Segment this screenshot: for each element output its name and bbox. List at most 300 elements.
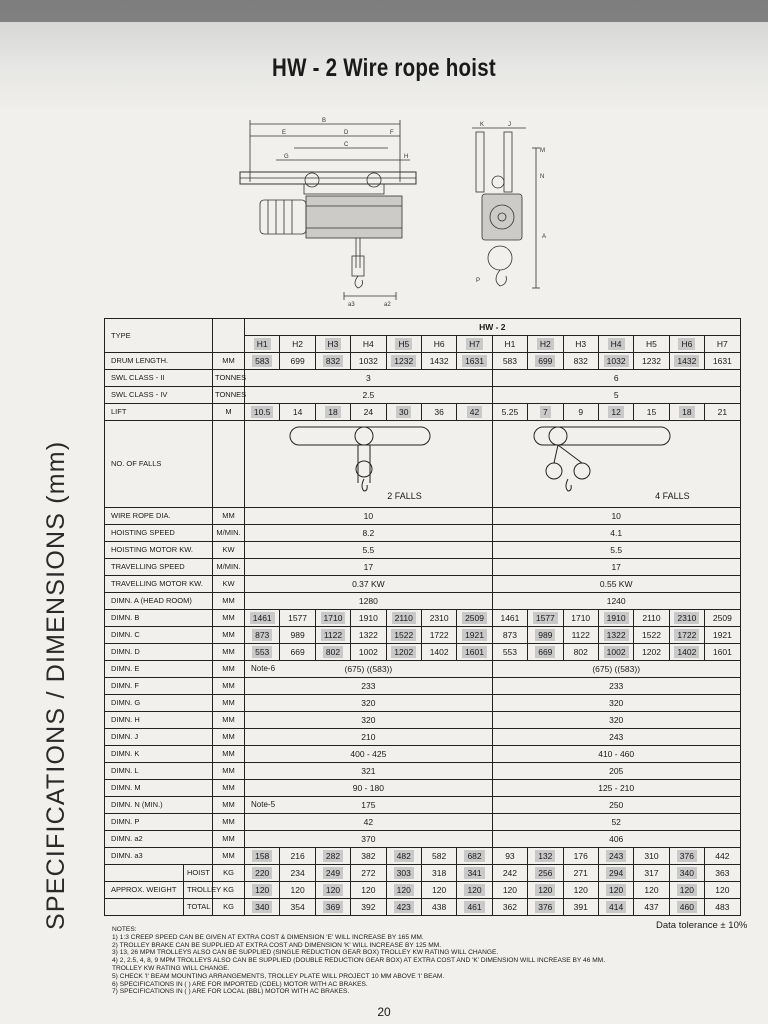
- value: 1631: [712, 356, 732, 366]
- value: 120: [252, 884, 272, 896]
- group-cell: [492, 695, 740, 712]
- group-value: 205: [609, 766, 624, 776]
- notes-title: NOTES:: [112, 926, 137, 933]
- value-cell: [528, 610, 563, 627]
- value-cell: [386, 882, 421, 899]
- value: 1432: [674, 355, 699, 367]
- value: 18: [679, 406, 694, 418]
- value: 1522: [391, 629, 416, 641]
- value: 1032: [358, 356, 378, 366]
- value: 1921: [712, 630, 732, 640]
- value-cell: [528, 627, 563, 644]
- row-unit: M/MIN.: [213, 559, 245, 576]
- note-item: TROLLEY KW RATING WILL CHANGE.: [112, 964, 230, 972]
- row-label: DIMN. a3: [105, 848, 213, 865]
- group-cell: [245, 797, 493, 814]
- table-row: [105, 678, 741, 695]
- value-cell: [492, 404, 527, 421]
- value-cell: [598, 610, 633, 627]
- value-cell: [457, 404, 492, 421]
- weight-type-label: TROLLEY: [187, 885, 222, 894]
- group-value: 321: [361, 766, 376, 776]
- model-cell: [598, 336, 633, 353]
- group-value: 10: [611, 511, 621, 521]
- value-cell: [634, 882, 669, 899]
- value-cell: [563, 882, 598, 899]
- value: 93: [505, 851, 515, 861]
- group-cell: [245, 508, 493, 525]
- table-row: [105, 559, 741, 576]
- value: 989: [290, 630, 305, 640]
- value-cell: [705, 627, 741, 644]
- model-label: H6: [678, 338, 695, 350]
- note-item: 2) TROLLEY BRAKE CAN BE SUPPLIED AT EXTRA COST AND DIMENSION 'K' WILL INCREASE BY 125 MM.: [112, 941, 442, 949]
- group-value: 243: [609, 732, 624, 742]
- falls-diagram-icon: [496, 423, 736, 503]
- value: 271: [573, 868, 588, 878]
- value: 120: [290, 885, 305, 895]
- row-unit: MM: [213, 780, 245, 797]
- value-cell: [528, 882, 563, 899]
- value: 1402: [429, 647, 449, 657]
- group-cell: [492, 814, 740, 831]
- value: 120: [606, 884, 626, 896]
- row-unit: TONNES: [213, 370, 245, 387]
- value: 36: [434, 407, 444, 417]
- svg-text:M: M: [540, 148, 545, 154]
- group-cell: [245, 729, 493, 746]
- value-cell: [351, 404, 386, 421]
- group-cell: [492, 661, 740, 678]
- value: 802: [573, 647, 588, 657]
- value: 120: [502, 885, 518, 895]
- value-cell: [528, 848, 563, 865]
- value: 553: [502, 647, 518, 657]
- value: 310: [644, 851, 659, 861]
- value: 583: [502, 356, 518, 366]
- group-cell: [492, 746, 740, 763]
- row-unit: KG: [213, 899, 245, 916]
- table-row: [105, 542, 741, 559]
- group-value: (675) ((583)): [344, 664, 393, 674]
- value: 832: [323, 355, 343, 367]
- row-unit: MM: [213, 353, 245, 370]
- value-cell: [528, 865, 563, 882]
- value-cell: [386, 627, 421, 644]
- value-cell: [280, 627, 315, 644]
- group-cell: [492, 763, 740, 780]
- value: 243: [606, 850, 626, 862]
- value: 1322: [604, 629, 629, 641]
- group-value: 250: [609, 800, 624, 810]
- value-cell: [598, 353, 633, 370]
- value: 249: [323, 867, 343, 879]
- value: 1577: [533, 612, 558, 624]
- value-cell: [634, 848, 669, 865]
- value: 1002: [604, 646, 629, 658]
- header-row: [105, 319, 741, 336]
- group-value: 90 - 180: [352, 783, 384, 793]
- weight-type-label: TOTAL: [187, 902, 211, 911]
- value: 120: [464, 884, 484, 896]
- value-cell: [421, 865, 456, 882]
- value: 1461: [250, 612, 275, 624]
- value: 2509: [462, 612, 487, 624]
- row-unit: MM: [213, 848, 245, 865]
- svg-text:a2: a2: [384, 302, 391, 308]
- model-cell: [634, 336, 669, 353]
- tolerance-note: Data tolerance ± 10%: [656, 920, 748, 931]
- table-row: [105, 661, 741, 678]
- falls-label: 4 FALLS: [655, 491, 690, 501]
- value: 1002: [358, 647, 378, 657]
- value: 832: [573, 356, 588, 366]
- group-cell: [245, 780, 493, 797]
- value: 873: [252, 629, 272, 641]
- value: 12: [608, 406, 623, 418]
- weight-label-cell: [105, 899, 213, 916]
- value-cell: [386, 610, 421, 627]
- model-label: H3: [325, 338, 342, 350]
- row-unit: MM: [213, 644, 245, 661]
- row-label: DIMN. N (MIN.): [105, 797, 213, 814]
- value: 669: [290, 647, 305, 657]
- value-cell: [669, 610, 704, 627]
- row-unit: [213, 421, 245, 508]
- value-cell: [598, 865, 633, 882]
- svg-text:J: J: [508, 122, 511, 128]
- side-title: SPECIFICATIONS / DIMENSIONS (mm): [42, 440, 70, 930]
- value-cell: [598, 882, 633, 899]
- value: 272: [361, 868, 376, 878]
- falls-cell: [245, 421, 493, 508]
- value: 294: [606, 867, 626, 879]
- group-value: 370: [361, 834, 376, 844]
- value-cell: [528, 404, 563, 421]
- svg-text:a3: a3: [348, 302, 355, 308]
- value: 989: [535, 629, 555, 641]
- value: 1631: [462, 355, 487, 367]
- model-cell: [669, 336, 704, 353]
- value: 1921: [462, 629, 487, 641]
- model-cell: [280, 336, 315, 353]
- value: 282: [323, 850, 343, 862]
- value-cell: [563, 848, 598, 865]
- group-cell: [492, 593, 740, 610]
- value: 2110: [392, 612, 416, 624]
- row-unit: MM: [213, 695, 245, 712]
- table-row: [105, 831, 741, 848]
- falls-diagram-icon: [248, 423, 488, 503]
- value-cell: [421, 610, 456, 627]
- group-cell: [245, 814, 493, 831]
- value-cell: [245, 353, 280, 370]
- value-cell: [386, 644, 421, 661]
- value: 1910: [604, 612, 629, 624]
- row-label: SWL CLASS - II: [105, 370, 213, 387]
- svg-text:G: G: [284, 154, 289, 160]
- row-unit: MM: [213, 610, 245, 627]
- value-cell: [634, 404, 669, 421]
- value: 699: [290, 356, 305, 366]
- group-value: 17: [611, 562, 621, 572]
- row-unit: KG: [213, 882, 245, 899]
- group-value: 233: [361, 681, 376, 691]
- value: 216: [290, 851, 305, 861]
- group-value: 17: [363, 562, 374, 572]
- table-row: [105, 576, 741, 593]
- value: 1402: [674, 646, 699, 658]
- value: 1710: [321, 612, 346, 624]
- value: 120: [535, 884, 555, 896]
- group-value: (675) ((583)): [592, 664, 641, 674]
- row-unit: MM: [213, 508, 245, 525]
- model-label: H2: [537, 338, 554, 350]
- group-cell: [245, 576, 493, 593]
- model-cell: [492, 336, 527, 353]
- value: 120: [361, 885, 376, 895]
- table-row: [105, 712, 741, 729]
- row-label: DIMN. A (HEAD ROOM): [105, 593, 213, 610]
- group-value: 6: [613, 373, 619, 383]
- value-cell: [280, 865, 315, 882]
- value-cell: [421, 899, 456, 916]
- value: 437: [644, 902, 659, 912]
- value: 354: [290, 902, 305, 912]
- value-cell: [492, 610, 527, 627]
- value-cell: [421, 353, 456, 370]
- row-unit: MM: [213, 814, 245, 831]
- value-cell: [280, 353, 315, 370]
- weight-label-cell: [105, 865, 213, 882]
- group-cell: [492, 559, 740, 576]
- row-unit: MM: [213, 678, 245, 695]
- value-cell: [386, 865, 421, 882]
- group-cell: [245, 678, 493, 695]
- value: 391: [573, 902, 588, 912]
- table-row: [105, 746, 741, 763]
- value: 1322: [358, 630, 378, 640]
- note-item: 3) 13, 26 MPM TROLLEYS ALSO CAN BE SUPPLIED (SINGLE REDUCTION GEAR BOX) TROLLEY KW RATING WILL CHANGE.: [112, 949, 499, 957]
- value-cell: [492, 644, 527, 661]
- value-cell: [245, 882, 280, 899]
- value-cell: [669, 899, 704, 916]
- table-row: [105, 404, 741, 421]
- value-cell: [598, 644, 633, 661]
- group-cell: [492, 576, 740, 593]
- row-label: DIMN. K: [105, 746, 213, 763]
- group-value: 2.5: [362, 390, 375, 400]
- value: 460: [677, 901, 697, 913]
- value-cell: [280, 848, 315, 865]
- row-label: DIMN. J: [105, 729, 213, 746]
- value: 10.5: [251, 406, 274, 418]
- group-value: 320: [609, 715, 624, 725]
- value-cell: [351, 848, 386, 865]
- group-cell: [492, 712, 740, 729]
- value-cell: [528, 353, 563, 370]
- row-note: Note-5: [251, 800, 276, 809]
- value-cell: [634, 627, 669, 644]
- svg-text:P: P: [476, 278, 481, 284]
- value-cell: [351, 899, 386, 916]
- table-row: [105, 387, 741, 404]
- value: 14: [292, 407, 303, 417]
- group-value: 410 - 460: [598, 749, 635, 759]
- value: 120: [677, 884, 697, 896]
- value-cell: [386, 404, 421, 421]
- table-row: [105, 525, 741, 542]
- value: 699: [535, 355, 555, 367]
- row-label: HOISTING MOTOR KW.: [105, 542, 213, 559]
- group-cell: [245, 387, 493, 404]
- value-cell: [669, 848, 704, 865]
- row-unit: MM: [213, 831, 245, 848]
- group-value: 320: [609, 698, 624, 708]
- value: 1522: [642, 630, 661, 640]
- value: 120: [394, 884, 414, 896]
- row-label: DIMN. B: [105, 610, 213, 627]
- value-cell: [245, 610, 280, 627]
- group-value: 4.1: [610, 528, 623, 538]
- group-value: 406: [609, 834, 624, 844]
- value: 7: [540, 406, 551, 418]
- model-cell: [351, 336, 386, 353]
- value: 369: [323, 901, 343, 913]
- value-cell: [492, 353, 527, 370]
- group-value: 10: [363, 511, 374, 521]
- value: 553: [252, 646, 272, 658]
- table-row: [105, 508, 741, 525]
- table-row: [105, 797, 741, 814]
- value-cell: [315, 899, 350, 916]
- value-cell: [705, 848, 741, 865]
- value: 392: [361, 902, 376, 912]
- row-label: SWL CLASS - IV: [105, 387, 213, 404]
- model-cell: [386, 336, 421, 353]
- group-cell: [245, 593, 493, 610]
- value: 340: [677, 867, 697, 879]
- value-cell: [315, 882, 350, 899]
- value: 682: [464, 850, 484, 862]
- value-cell: [528, 899, 563, 916]
- group-value: 8.2: [362, 528, 375, 538]
- type-label: TYPE: [105, 319, 213, 353]
- value: 5.25: [501, 407, 519, 417]
- value: 158: [252, 850, 272, 862]
- group-value: 0.37 KW: [352, 579, 385, 589]
- value-cell: [351, 353, 386, 370]
- value-cell: [457, 882, 492, 899]
- value-cell: [598, 848, 633, 865]
- page-number: 20: [377, 1005, 391, 1019]
- row-label: DIMN. D: [105, 644, 213, 661]
- row-unit: TONNES: [213, 387, 245, 404]
- group-cell: [492, 525, 740, 542]
- model-label: H7: [716, 339, 728, 349]
- value-cell: [669, 627, 704, 644]
- model-label: H3: [575, 339, 587, 349]
- value-cell: [669, 404, 704, 421]
- table-row: [105, 695, 741, 712]
- value: 24: [363, 407, 374, 417]
- model-label: H1: [254, 338, 271, 350]
- note-item: 6) SPECIFICATIONS IN ( ) ARE FOR IMPORTED (CDEL) MOTOR WITH AC BRAKES.: [112, 980, 368, 988]
- value-cell: [280, 404, 315, 421]
- value-cell: [669, 644, 704, 661]
- table-row: [105, 814, 741, 831]
- group-cell: [492, 797, 740, 814]
- table-row: [105, 610, 741, 627]
- table-row: [105, 780, 741, 797]
- row-label: HOISTING SPEED: [105, 525, 213, 542]
- group-value: 233: [609, 681, 624, 691]
- value-cell: [705, 865, 741, 882]
- group-label: HW - 2: [245, 319, 741, 336]
- value-cell: [634, 610, 669, 627]
- value-cell: [634, 865, 669, 882]
- value: 461: [464, 901, 484, 913]
- group-value: 0.55 KW: [599, 579, 633, 589]
- value-cell: [492, 899, 527, 916]
- model-label: H4: [608, 338, 625, 350]
- value: 376: [677, 850, 697, 862]
- value: 414: [606, 901, 626, 913]
- value-cell: [280, 644, 315, 661]
- value: 318: [432, 868, 447, 878]
- value-cell: [386, 353, 421, 370]
- value: 317: [644, 868, 659, 878]
- value: 362: [502, 902, 518, 912]
- value-cell: [705, 353, 741, 370]
- value: 220: [252, 867, 272, 879]
- value-cell: [634, 353, 669, 370]
- group-cell: [492, 508, 740, 525]
- group-value: 5: [613, 390, 619, 400]
- value: 18: [325, 406, 340, 418]
- value: 120: [715, 885, 730, 895]
- falls-label: 2 FALLS: [387, 491, 422, 501]
- group-cell: [492, 780, 740, 797]
- note-item: 1) 1:3 CREEP SPEED CAN BE GIVEN AT EXTRA COST & DIMENSION 'E' WILL INCREASE BY 165 MM.: [112, 933, 424, 941]
- value-cell: [492, 865, 527, 882]
- row-unit: MM: [213, 593, 245, 610]
- value-cell: [351, 610, 386, 627]
- row-label: DIMN. C: [105, 627, 213, 644]
- value-cell: [492, 848, 527, 865]
- value-cell: [386, 899, 421, 916]
- value-cell: [315, 644, 350, 661]
- table-row: [105, 353, 741, 370]
- group-cell: [245, 712, 493, 729]
- model-cell: [528, 336, 563, 353]
- value: 21: [717, 407, 728, 417]
- falls-cell: [492, 421, 740, 508]
- svg-text:H: H: [404, 154, 409, 160]
- svg-text:F: F: [390, 130, 394, 136]
- value: 120: [323, 884, 343, 896]
- value: 176: [573, 851, 588, 861]
- value: 120: [644, 885, 659, 895]
- group-value: 5.5: [610, 545, 623, 555]
- value: 2310: [674, 612, 699, 624]
- label-B: B: [322, 118, 327, 124]
- group-value: 175: [361, 800, 376, 810]
- value-cell: [351, 644, 386, 661]
- value-cell: [280, 610, 315, 627]
- value-cell: [386, 848, 421, 865]
- value: 482: [394, 850, 414, 862]
